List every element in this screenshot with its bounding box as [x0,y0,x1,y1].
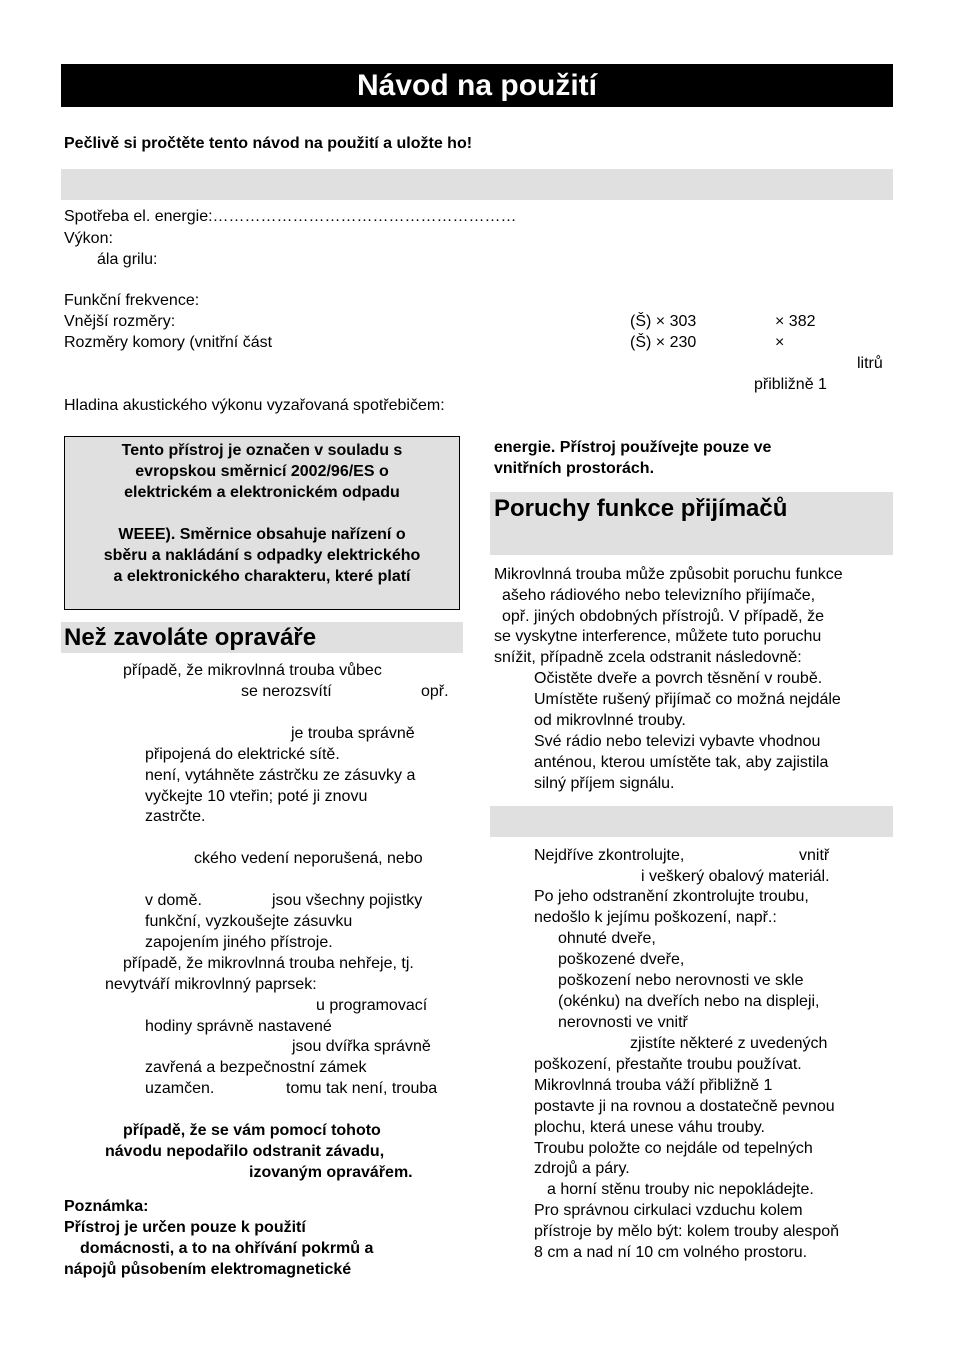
installation-heading-band [490,806,893,837]
install-line: vnitř [799,847,830,864]
reception-line: ašeho rádiového nebo televizního přijímače, [502,587,816,604]
reception-line: se vyskytne interference, můžete tuto poruchu [494,628,822,645]
repair-line: zavřená a bezpečnostní zámek [145,1059,367,1076]
repair-line: tomu tak není, trouba [286,1080,438,1097]
weee-line: sběru a nakládání s odpadky elektrického [103,547,421,564]
install-line: Mikrovlnná trouba váží přibližně 1 [534,1077,773,1094]
spec-power-consumption: Spotřeba el. energie:………………………………………………… [64,208,517,225]
install-line: Po jeho odstranění zkontrolujte troubu, [534,888,809,905]
repair-line: u programovací [316,997,428,1014]
note-label: Poznámka: [64,1198,149,1215]
page-title: Návod na použití [61,64,893,107]
reception-bullet: Očistěte dveře a povrch těsnění v roubě. [534,670,823,687]
spec-internal-width: (Š) × 230 [630,334,697,351]
repair-line: uzamčen. [145,1080,215,1097]
spec-grill: ála grilu: [97,251,158,268]
reception-bullet: Umístěte rušený přijímač co možná nejdále [534,691,841,708]
spec-internal-dimensions: Rozměry komory (vnitřní část [64,334,273,351]
install-line: zjistíte některé z uvedených [630,1035,828,1052]
repair-line: zastrčte. [145,808,206,825]
repair-line: v domě. [145,892,202,909]
repair-heading: Než zavoláte opraváře [64,624,317,651]
install-line: Troubu položte co nejdále od tepelných [534,1140,813,1157]
repair-line: není, vytáhněte zástrčku ze zásuvky a [145,767,416,784]
repair-bold-line: případě, že se vám pomocí tohoto [123,1122,381,1139]
install-line: Pro správnou cirkulaci vzduchu kolem [534,1202,803,1219]
spec-frequency: Funkční frekvence: [64,292,200,309]
note-line: Přístroj je určen pouze k použití [64,1219,306,1236]
repair-line: se nerozsvítí [241,683,332,700]
repair-line: zapojením jiného přístroje. [145,934,333,951]
install-subitem: poškozené dveře, [558,951,685,968]
install-line: nedošlo k jejímu poškození, např.: [534,909,777,926]
note-line: nápojů působením elektromagnetické [64,1261,352,1278]
install-subitem: nerovnosti ve vnitř [558,1014,688,1031]
weee-line: WEEE). Směrnice obsahuje nařízení o [118,526,406,543]
repair-line: nevytváří mikrovlnný paprsek: [105,976,317,993]
repair-line: hodiny správně nastavené [145,1018,332,1035]
reception-line: snížit, případně zcela odstranit následovně: [494,649,802,666]
note-continued-line: energie. Přístroj používejte pouze ve [494,439,772,456]
install-line: i veškerý obalový materiál. [641,868,830,885]
install-line: a horní stěnu trouby nic nepokládejte. [547,1181,814,1198]
note-continued-line: vnitřních prostorách. [494,460,655,477]
install-line: zdrojů a páry. [534,1160,630,1177]
repair-line: případě, že mikrovlnná trouba vůbec [123,662,382,679]
repair-bold-line: izovaným opravářem. [249,1164,413,1181]
weee-line: elektrickém a elektronickém odpadu [124,484,400,501]
note-line: domácnosti, a to na ohřívání pokrmů a [80,1240,374,1257]
weee-line: a elektronického charakteru, které platí [113,568,411,585]
repair-line: ckého vedení neporušená, nebo [194,850,423,867]
spec-external-depth: × 382 [775,313,816,330]
spec-section-band [61,169,893,200]
reception-heading: Poruchy funkce přijímačů [494,495,788,522]
spec-weight: přibližně 1 [754,376,827,393]
repair-line: jsou dvířka správně [292,1038,431,1055]
install-line: plochu, která unese váhu trouby. [534,1119,765,1136]
install-line: postavte ji na rovnou a dostatečně pevnou [534,1098,835,1115]
reception-bullet: anténou, kterou umístěte tak, aby zajistila [534,754,829,771]
repair-line: vyčkejte 10 vteřin; poté ji znovu [145,788,368,805]
install-line: přístroje by mělo být: kolem trouby alespoň [534,1223,840,1240]
repair-line: případě, že mikrovlnná trouba nehřeje, tj. [123,955,414,972]
install-subitem: ohnuté dveře, [558,930,656,947]
spec-output: Výkon: [64,230,113,247]
reception-line: Mikrovlnná trouba může způsobit poruchu funkce [494,566,843,583]
weee-text-1 [64,440,460,503]
reception-line: opř. jiných obdobných přístrojů. V případě, že [502,608,824,625]
install-line: Nejdříve zkontrolujte, [534,847,685,864]
spec-internal-depth: × [775,334,785,351]
repair-line: připojená do elektrické sítě. [145,746,340,763]
install-line: poškození, přestaňte troubu používat. [534,1056,802,1073]
spec-volume: litrů [857,355,883,372]
weee-line: Tento přístroj je označen v souladu s [121,442,403,459]
repair-bold-line: návodu nepodařilo odstranit závadu, [105,1143,385,1160]
install-subitem: (okénku) na dveřích nebo na displeji, [558,993,820,1010]
spec-external-width: (Š) × 303 [630,313,697,330]
spec-noise-level: Hladina akustického výkonu vyzařovaná spotřebičem: [64,397,445,414]
reception-bullet: silný příjem signálu. [534,775,675,792]
repair-line: opř. [421,683,449,700]
intro-text: Pečlivě si pročtěte tento návod na použití a uložte ho! [64,135,473,152]
repair-line: funkční, vyzkoušejte zásuvku [145,913,353,930]
repair-line: jsou všechny pojistky [272,892,423,909]
reception-bullet: od mikrovlnné trouby. [534,712,686,729]
weee-text-2 [64,524,460,587]
install-subitem: poškození nebo nerovnosti ve skle [558,972,804,989]
spec-external-dimensions: Vnější rozměry: [64,313,176,330]
repair-line: je trouba správně [291,725,415,742]
install-line: 8 cm a nad ní 10 cm volného prostoru. [534,1244,808,1261]
weee-line: evropskou směrnicí 2002/96/ES o [135,463,389,480]
reception-bullet: Své rádio nebo televizi vybavte vhodnou [534,733,821,750]
